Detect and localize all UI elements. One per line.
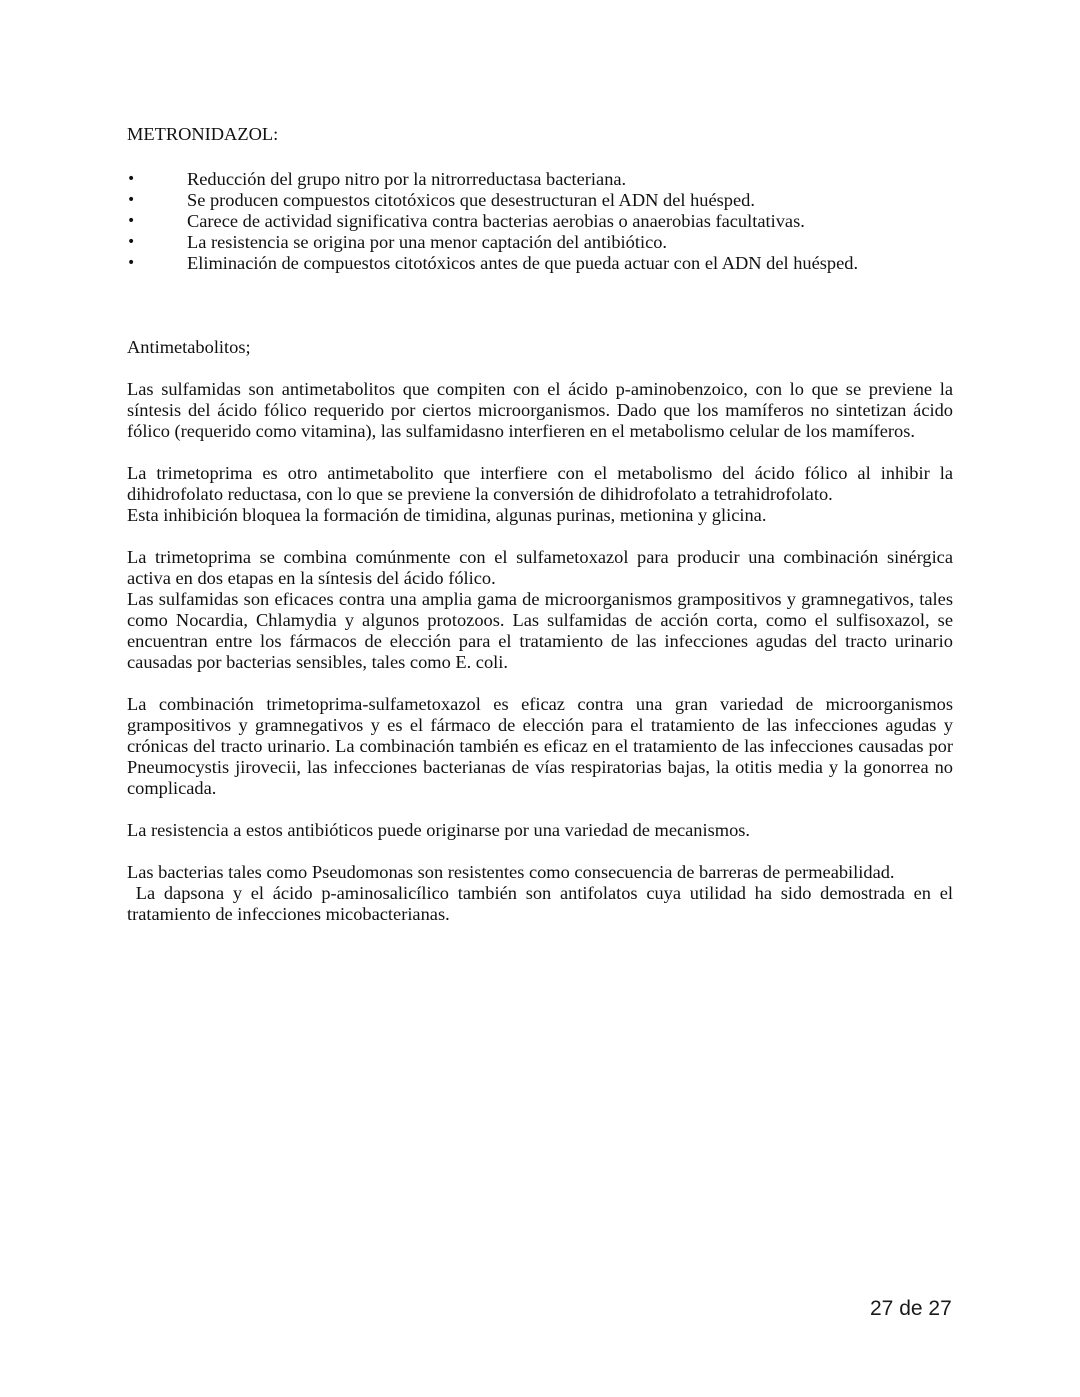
- bullet-icon: •: [127, 234, 136, 250]
- bullet-icon: •: [127, 171, 136, 187]
- combinacion-block: [127, 547, 953, 673]
- list-item: [127, 169, 953, 190]
- page-number: 27 de 27: [870, 1297, 952, 1320]
- paragraph-pseudomonas: Las bacterias tales como Pseudomonas son resistentes como consecuencia de barreras de permeabilidad.: [127, 862, 895, 882]
- paragraph-inhibicion: Esta inhibición bloquea la formación de timidina, algunas purinas, metionina y glicina.: [127, 505, 767, 525]
- list-item-text: Eliminación de compuestos citotóxicos antes de que pueda actuar con el ADN del huésped.: [187, 253, 859, 273]
- paragraph-sulfamidas: Las sulfamidas son antimetabolitos que compiten con el ácido p-aminobenzoico, con lo que se previene la síntesis del ácido fólico requerido por ciertos microorganismos. Dado que los mamíferos no sintetizan ácido fólico (requerido como vitamina), las sulfamidasno interfieren en el metabolismo celular de los mamíferos.: [127, 379, 953, 441]
- paragraph-trimetoprima-sulfametoxazol: La combinación trimetoprima-sulfametoxazol es eficaz contra una gran variedad de microorganismos grampositivos y gramnegativos y es el fármaco de elección para el tratamiento de las infecciones agudas y crónicas del tracto urinario. La combinación también es eficaz en el tratamiento de las infecciones causadas por Pneumocystis jirovecii, las infecciones bacterianas de vías respiratorias bajas, la otitis media y la gonorrea no complicada.: [127, 694, 953, 798]
- paragraph-trimetoprima: La trimetoprima es otro antimetabolito que interfiere con el metabolismo del ácido fólico al inhibir la dihidrofolato reductasa, con lo que se previene la conversión de dihidrofolato a tetrahidrofolato.: [127, 463, 953, 504]
- bullet-icon: •: [127, 213, 136, 229]
- paragraph-combinacion-sinergica: La trimetoprima se combina comúnmente con el sulfametoxazol para producir una combinación sinérgica activa en dos etapas en la síntesis del ácido fólico.: [127, 547, 953, 588]
- bullet-icon: •: [127, 192, 136, 208]
- list-item-text: Reducción del grupo nitro por la nitrorreductasa bacteriana.: [187, 169, 627, 189]
- paragraph-resistencia: La resistencia a estos antibióticos puede originarse por una variedad de mecanismos.: [127, 820, 751, 840]
- section-heading-antimetabolitos: Antimetabolitos;: [127, 337, 251, 357]
- list-item-text: La resistencia se origina por una menor captación del antibiótico.: [187, 232, 668, 252]
- list-item: [127, 211, 953, 232]
- trimetoprima-block: [127, 463, 953, 526]
- list-item: [127, 253, 953, 274]
- section-heading-metronidazol: METRONIDAZOL:: [127, 124, 279, 144]
- paragraph-dapsona: La dapsona y el ácido p-aminosalicílico también son antifolatos cuya utilidad ha sido demostrada en el tratamiento de infecciones micobacterianas.: [127, 883, 958, 924]
- metronidazol-bullet-list: [127, 169, 953, 274]
- pseudomonas-block: [127, 862, 958, 925]
- list-item: [127, 232, 953, 253]
- bullet-icon: •: [127, 255, 136, 271]
- list-item-text: Se producen compuestos citotóxicos que desestructuran el ADN del huésped.: [187, 190, 755, 210]
- list-item: [127, 190, 953, 211]
- page-content: [127, 124, 958, 925]
- list-item-text: Carece de actividad significativa contra bacterias aerobias o anaerobias facultativas.: [187, 211, 805, 231]
- paragraph-sulfamidas-eficaces: Las sulfamidas son eficaces contra una amplia gama de microorganismos grampositivos y gramnegativos, tales como Nocardia, Chlamydia y algunos protozoos. Las sulfamidas de acción corta, como el sulfisoxazol, se encuentran entre los fármacos de elección para el tratamiento de las infecciones agudas del tracto urinario causadas por bacterias sensibles, tales como E. coli.: [127, 589, 953, 672]
